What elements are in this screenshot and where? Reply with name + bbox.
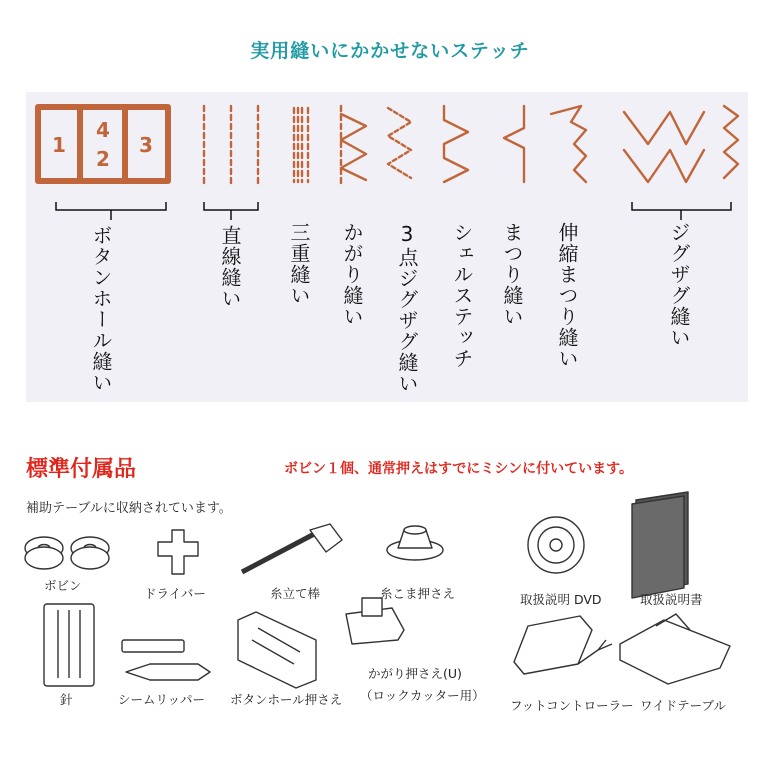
needles-icon [44,604,94,686]
buttonhole-foot-icon [238,612,316,688]
accessory-label-foot-controller: フットコントローラー [510,698,634,713]
stitch-label-straight: 直線縫い [218,225,242,309]
seam-ripper-icon [122,640,210,680]
accessories-note: ボビン１個、通常押えはすでにミシンに付いています。 [284,461,633,477]
stitch-label-buttonhole: ボタンホール縫い [89,225,113,393]
accessory-label-spool-cap: 糸こま押さえ [380,586,456,601]
accessory-label-manual: 取扱説明書 [640,592,703,607]
buttonhole-step-1: 1 [52,133,66,157]
foot-controller-icon [514,616,612,674]
dvd-icon [528,517,584,573]
spool-cap-icon [387,526,443,560]
accessory-label-screwdriver: ドライバー [144,586,206,601]
stitch-label-overcasting: かがり縫い [340,222,364,327]
accessory-label-seam-ripper: シームリッパー [118,692,206,707]
accessory-label-bobbin: ボビン [44,578,82,593]
manual-icon [632,492,688,598]
accessory-label-dvd: 取扱説明 DVD [520,592,602,607]
accessory-label-wide-table: ワイドテーブル [640,698,727,713]
wide-table-icon [620,614,730,684]
overcasting-foot-icon [346,598,404,644]
stitch-label-triple: 三重縫い [287,222,311,306]
stitch-label-three-point-zigzag: 3点ジグザグ縫い [395,222,419,394]
accessory-label-overcasting-foot: かがり押さえ(U) [368,666,462,681]
page-title: 実用縫いにかかせないステッチ [250,40,530,62]
accessories-title: 標準付属品 [26,457,137,482]
bobbin-icon [25,537,109,569]
stitch-label-shell: シェルステッチ [450,222,474,369]
accessory-label-buttonhole-foot: ボタンホール押さえ [230,692,343,707]
storage-note: 補助テーブルに収納されています。 [26,501,232,516]
buttonhole-step-3: 3 [139,133,153,157]
screwdriver-icon [158,530,198,574]
stitch-label-blind-hem: まつり縫い [500,222,524,327]
buttonhole-step-4: 4 [96,118,110,142]
accessory-label-spool-pin: 糸立て棒 [270,586,321,601]
spool-pin-icon [242,524,342,572]
stitch-label-stretch-blind-hem: 伸縮まつり縫い [555,222,579,369]
accessory-label-overcasting-foot-note: （ロックカッター用） [360,688,485,703]
stitch-label-zigzag: ジグザグ縫い [667,222,691,348]
buttonhole-step-2: 2 [96,147,110,171]
accessory-label-needles: 針 [60,692,73,707]
